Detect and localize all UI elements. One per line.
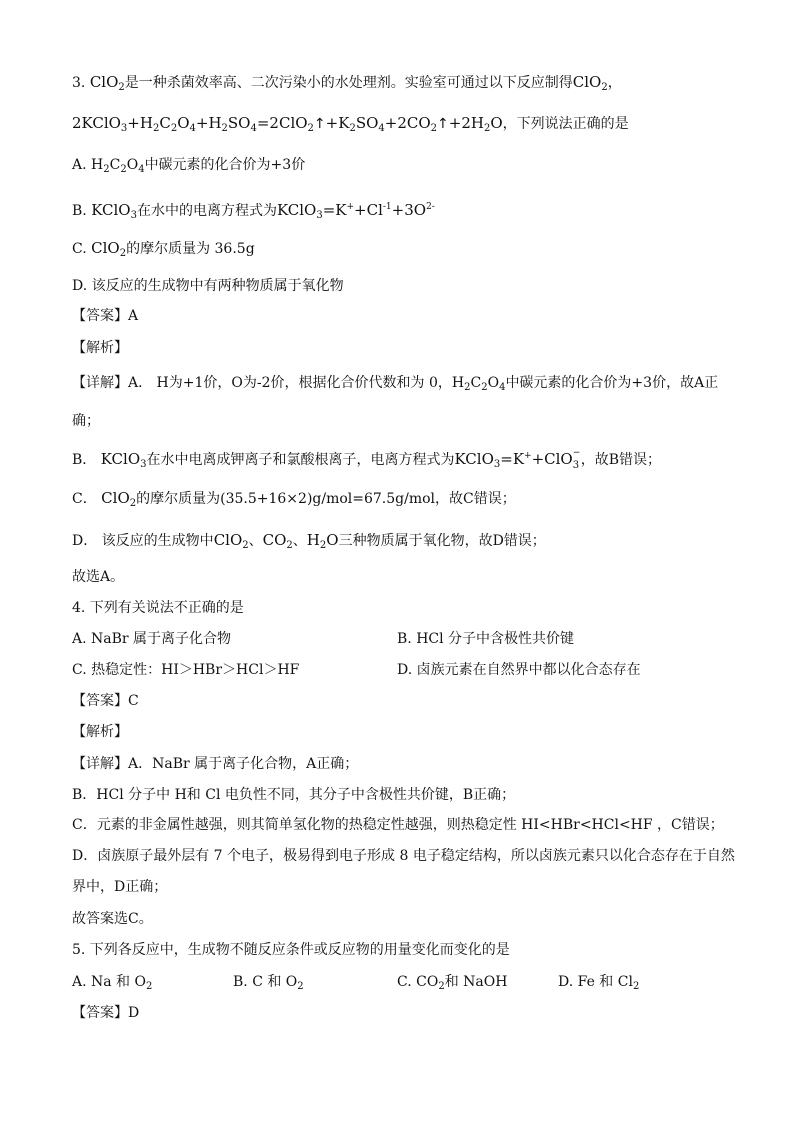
q3-answer-label: 【答案】: [72, 308, 128, 324]
q3-detail-c-text: 的摩尔质量为(35.5+16×2)g/mol=67.5g/mol，故C错误；: [136, 491, 516, 507]
q4-detail-a: [72, 754, 358, 774]
q3-option-b-prefix: B.: [72, 203, 92, 219]
q3-detail-b: B． KClO$_3$在水中电离成钾离子和氯酸根离子，电离方程式为KClO$_3$=K++ClO − 3 ，故B错误；: [72, 448, 662, 471]
q3-detail-d-text: 三种物质属于氧化物，故D错误；: [338, 533, 546, 549]
q3-answer: [72, 306, 138, 326]
q5-option-b-text: B. C 和 O: [233, 974, 298, 990]
q3-option-a-prefix: A.: [72, 157, 92, 173]
q3-detail-d: D． 该反应的生成物中ClO$_2$、$CO_2$、$H_2O$三种物质属于氧化物，故D错误；: [72, 531, 546, 551]
q3-detail-a-text2: 中碳元素的化合价为+3价，故A正: [505, 375, 719, 391]
q4-analysis-label: [72, 722, 128, 742]
q3-option-a: A. $H_2C_2O_4$中碳元素的化合价为+3价: [72, 157, 306, 175]
q4-detail-b: B．HCl 分子中 H和 Cl 电负性不同，其分子中含极性共价键，B正确；: [72, 787, 516, 803]
q3-detail-d-sep2: 、: [292, 533, 307, 549]
q5-answer-value: D: [128, 1005, 140, 1021]
q3-detail-d-sep1: 、: [248, 533, 263, 549]
q5-option-b: B. C 和 $O_2$: [233, 974, 304, 992]
q3-detail-c: C． ClO$_2$的摩尔质量为(35.5+16×2)g/mol=67.5g/mol，故C错误；: [72, 489, 516, 509]
q5-stem: 5. 下列各反应中，生成物不随反应条件或反应物的用量变化而变化的是: [72, 942, 510, 958]
q4-option-b: B. HCl 分子中含极性共价键: [397, 631, 575, 647]
q3-stem: 3. ClO$_2$是一种杀菌效率高、二次污染小的水处理剂。实验室可通过以下反应制得ClO$_2$，: [72, 73, 622, 93]
q4-detail-a-text: A．NaBr 属于离子化合物，A正确；: [128, 756, 359, 772]
q3-detail-a-text: A． H为+1价，O为-2价，根据化合价代数和为 0，: [128, 375, 452, 391]
q5-option-a-text: A. Na 和 O: [72, 974, 146, 990]
q5-option-c: C. $CO_2$和 NaOH: [397, 974, 508, 992]
q3-analysis-label: [72, 338, 128, 358]
q4-detail-d-cont: 界中，D正确；: [72, 879, 168, 895]
q5-option-c-text: C. CO: [397, 974, 439, 990]
q5-option-c-tail: 和 NaOH: [444, 974, 508, 990]
q4-option-c: C. 热稳定性：HI＞HBr＞HCl＞HF: [72, 662, 300, 678]
q3-detail-d-prefix: D． 该反应的生成物中: [72, 533, 214, 549]
q5-option-d: D. Fe 和 $Cl_2$: [558, 974, 640, 992]
q3-detail-a-cont: 确；: [72, 413, 100, 429]
q4-answer: [72, 691, 139, 711]
q5-option-d-text: D. Fe 和 Cl: [558, 974, 633, 990]
q3-conclusion: 故选A。: [72, 569, 125, 585]
q4-answer-label: 【答案】: [72, 693, 128, 709]
q3-option-c-text: 的摩尔质量为 36.5g: [126, 241, 255, 257]
q3-stem-text: 是一种杀菌效率高、二次污染小的水处理剂。实验室可通过以下反应制得: [124, 75, 573, 91]
q3-option-c-prefix: C.: [72, 241, 92, 257]
q4-option-a: A. NaBr 属于离子化合物: [72, 631, 232, 647]
q4-conclusion: 故答案选C。: [72, 911, 153, 927]
q3-option-a-text: 中碳元素的化合价为+3价: [144, 157, 306, 173]
q3-detail-b-text2: ，故B错误；: [580, 452, 662, 468]
q3-option-b: B. KClO$_3$在水中的电离方程式为$KClO_3=K^++Cl^{-1}+3O^{2-}$: [72, 201, 435, 221]
q5-answer-label: 【答案】: [72, 1005, 128, 1021]
q3-number: 3.: [72, 75, 90, 91]
q3-stem-comma: ，: [607, 75, 622, 91]
q4-option-d: D. 卤族元素在自然界中都以化合态存在: [397, 662, 641, 678]
q3-detail-b-prefix: B．: [72, 452, 97, 468]
q3-option-d: D. 该反应的生成物中有两种物质属于氧化物: [72, 278, 344, 294]
q3-equation: $2KClO_3+H_2C_2O_4+H_2SO_4=2ClO_2↑+K_2SO_4+2CO_2↑+2H_2O$，下列说法正确的是: [72, 114, 629, 134]
q4-detail-label: 【详解】: [72, 756, 128, 772]
q3-detail-a: 【详解】A． H为+1价，O为-2价，根据化合价代数和为 0，$H_2C_2O_4$中碳元素的化合价为+3价，故A正: [72, 375, 719, 393]
q4-detail-c: C．元素的非金属性越强，则其简单氢化物的热稳定性越强，则热稳定性 HI<HBr<HCl<HF ，C错误；: [72, 817, 724, 833]
q3-option-b-text: 在水中的电离方程式为: [136, 203, 277, 219]
q3-answer-value: A: [128, 308, 139, 324]
q3-detail-b-text: 在水中电离成钾离子和氯酸根离子，电离方程式为: [146, 452, 455, 468]
q3-equation-tail: ，下列说法正确的是: [502, 116, 629, 132]
q3-option-c: C. ClO$_2$的摩尔质量为 36.5g: [72, 239, 255, 259]
q4-detail-d: D．卤族原子最外层有 7 个电子，极易得到电子形成 8 电子稳定结构，所以卤族元素只以化合态存在于自然: [72, 848, 735, 864]
q3-analysis-label-text: 【解析】: [72, 340, 128, 356]
q4-answer-value: C: [128, 693, 139, 709]
q3-detail-label: 【详解】: [72, 375, 128, 391]
q4-stem: 4. 下列有关说法不正确的是: [72, 600, 244, 616]
q3-detail-c-prefix: C．: [72, 491, 97, 507]
q4-analysis-label-text: 【解析】: [72, 724, 128, 740]
q5-option-a: A. Na 和 $O_2$: [72, 974, 153, 992]
q5-answer: [72, 1003, 139, 1023]
